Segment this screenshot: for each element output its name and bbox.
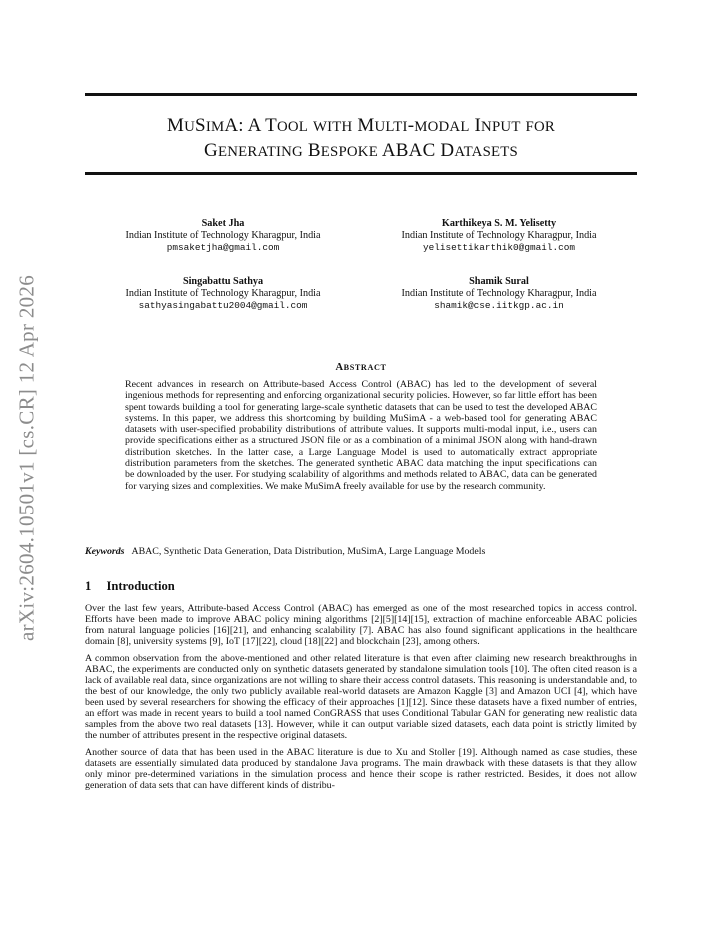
abstract-heading: ABSTRACT bbox=[335, 362, 387, 373]
author-email[interactable]: sathyasingabattu2004@gmail.com bbox=[138, 300, 308, 312]
author-affiliation: Indian Institute of Technology Kharagpur, India bbox=[125, 288, 321, 300]
section-heading-introduction bbox=[85, 579, 175, 594]
keywords-line bbox=[85, 546, 637, 558]
arxiv-identifier: arXiv:2604.10501v1 [cs.CR] 12 Apr 2026 bbox=[14, 274, 39, 642]
title-rule-top bbox=[85, 93, 637, 96]
author-3 bbox=[85, 276, 361, 313]
introduction-body bbox=[85, 604, 637, 799]
author-name: Singabattu Sathya bbox=[182, 276, 264, 287]
author-email[interactable]: yelisettikarthik0@gmail.com bbox=[423, 242, 575, 254]
abstract-text: Recent advances in research on Attribute-based Access Control (ABAC) has led to the development of several ingenious methods for representing and enforcing organizational security policies. However, so far little effort has been spent towards building a tool for generating large-scale synthetic datasets that can be used to test the developed ABAC systems. In this paper, we address this shortcoming by building MuSimA - a web-based tool for generating ABAC datasets with user-specified probability distributions of attribute values. It supports multi-modal input, i.e., users can provide specifications either as a structured JSON file or as a combination of a minimal JSON along with hand-drawn distribution sketches. In the latter case, a Large Language Model is used to automatically extract appropriate distribution parameters from the sketches. The generated synthetic ABAC data matching the input specifications can be downloaded by the user. For studying scalability of algorithms and methods related to ABAC, data can be generated for varying sizes and complexities. We make MuSimA freely available for use by the research community. bbox=[125, 379, 597, 492]
author-name: Saket Jha bbox=[201, 218, 245, 229]
author-1 bbox=[85, 218, 361, 255]
author-affiliation: Indian Institute of Technology Kharagpur, India bbox=[401, 288, 597, 300]
author-name: Karthikeya S. M. Yelisetty bbox=[441, 218, 557, 229]
author-affiliation: Indian Institute of Technology Kharagpur, India bbox=[125, 230, 321, 242]
author-2 bbox=[361, 218, 637, 255]
author-affiliation: Indian Institute of Technology Kharagpur, India bbox=[401, 230, 597, 242]
title-line-1: MUSIMA: A TOOL WITH MULTI-MODAL INPUT FOR bbox=[167, 115, 555, 136]
author-email[interactable]: pmsaketjha@gmail.com bbox=[166, 242, 280, 254]
paper-title bbox=[85, 114, 637, 164]
arxiv-sidebar bbox=[8, 258, 46, 658]
author-name: Shamik Sural bbox=[469, 276, 529, 287]
paragraph: A common observation from the above-mentioned and other related literature is that even after claiming new research breakthroughs in ABAC, the experiments are conducted only on synthetic datasets generated by standalone simulation tools [10]. The often cited reason is a lack of available real data, since organizations are not willing to share their access control datasets. This reasoning is understandable and, to the best of our knowledge, the only two publicly available real-world datasets are Amazon Kaggle [3] and Amazon UCI [4], which have been used by several researchers for showing the efficacy of their approaches [1][12]. Since these datasets have a fixed number of entries, an effort was made in recent years to build a tool named ConGRASS that uses Conditional Tabular GAN for generating new realistic data samples from the above two real datasets [13]. However, while it can output variable sized datasets, each data point is strictly limited by the number of attributes present in the respective original datasets. bbox=[85, 653, 637, 741]
title-rule-bottom bbox=[85, 172, 637, 175]
title-line-2: GENERATING BESPOKE ABAC DATASETS bbox=[204, 140, 518, 161]
section-number: 1 bbox=[85, 579, 92, 593]
author-4 bbox=[361, 276, 637, 313]
keywords-label: Keywords bbox=[85, 546, 125, 557]
paragraph: Over the last few years, Attribute-based Access Control (ABAC) has emerged as one of the most researched topics in access control. Efforts have been made to improve ABAC policy mining algorithms [2][5][14][15], extraction of machine enforceable ABAC policies from natural language policies [16][21], and enhancing scalability [7]. ABAC has also found significant applications in the healthcare domain [8], university systems [9], IoT [17][22], cloud [18][22] and blockchain [23], among others. bbox=[85, 603, 637, 647]
keywords-text: ABAC, Synthetic Data Generation, Data Distribution, MuSimA, Large Language Models bbox=[131, 546, 486, 557]
section-title: Introduction bbox=[106, 579, 175, 593]
paragraph: Another source of data that has been used in the ABAC literature is due to Xu and Stoller [19]. Although named as case studies, these datasets are essentially simulated data produced by standalone Java programs. The main drawback with these datasets is that they allow only minor pre-determined variations in the simulation process and hence their scope is rather restricted. Besides, it does not allow generation of data sets that can have different kinds of distribu- bbox=[85, 747, 637, 792]
author-email[interactable]: shamik@cse.iitkgp.ac.in bbox=[434, 300, 564, 312]
